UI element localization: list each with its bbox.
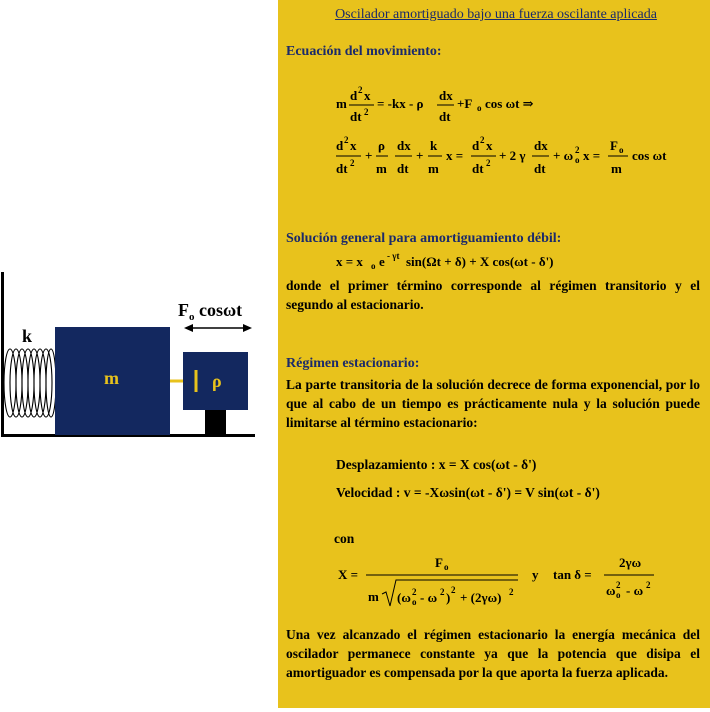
svg-text:m: m <box>368 589 379 604</box>
general-heading: Solución general para amortiguamiento débil: <box>286 231 562 246</box>
svg-text:+ 2 γ: + 2 γ <box>499 148 526 163</box>
oscillator-drawing <box>0 0 278 708</box>
mass-label: m <box>104 368 119 388</box>
force-arrow-right-head <box>243 324 252 332</box>
svg-text:o: o <box>444 562 449 572</box>
svg-text:2: 2 <box>412 587 417 597</box>
stationary-heading: Régimen estacionario: <box>286 356 420 371</box>
svg-text:o: o <box>412 597 417 607</box>
force-arrow-left-head <box>184 324 193 332</box>
general-text: donde el primer término corresponde al régimen transitorio y el segundo al estacionario. <box>286 278 700 312</box>
svg-text:2: 2 <box>364 107 369 117</box>
svg-text:2: 2 <box>616 580 621 590</box>
svg-text:y: y <box>532 567 539 582</box>
svg-text:+ ω: + ω <box>553 148 574 163</box>
svg-text:- ω: - ω <box>626 583 644 598</box>
general-solution-equation <box>336 249 636 273</box>
svg-text:(ω: (ω <box>397 590 411 605</box>
svg-text:o: o <box>371 261 376 271</box>
motion-equation <box>336 80 696 184</box>
motion-heading: Ecuación del movimiento: <box>286 44 442 59</box>
con-label: con <box>334 531 355 546</box>
svg-text:d: d <box>350 88 358 103</box>
svg-text:2γω: 2γω <box>619 555 642 570</box>
svg-text:d: d <box>336 138 344 153</box>
velocity-label: Velocidad : <box>336 485 401 500</box>
svg-text:ω: ω <box>606 583 616 598</box>
svg-text:2: 2 <box>350 158 355 168</box>
svg-text:- γt: - γt <box>387 251 400 261</box>
svg-text:+ (2γω): + (2γω) <box>460 590 502 605</box>
page-title: Oscilador amortiguado bajo una fuerza oscilante aplicada <box>335 7 657 22</box>
svg-text:x =: x = <box>583 148 601 163</box>
svg-text:ρ: ρ <box>378 138 385 153</box>
displacement-eq: x = X cos(ωt - δ') <box>438 457 537 472</box>
spring <box>4 349 56 417</box>
svg-text:X =: X = <box>338 567 359 582</box>
svg-text:e: e <box>379 254 385 269</box>
svg-text:2: 2 <box>646 580 651 590</box>
svg-text:x: x <box>486 138 493 153</box>
displacement-row <box>336 457 536 473</box>
svg-text:o: o <box>575 155 580 165</box>
svg-text:2: 2 <box>344 135 349 145</box>
spring-label: k <box>22 326 33 346</box>
explanation-panel <box>278 0 710 708</box>
svg-text:dx: dx <box>439 88 453 103</box>
svg-text:k: k <box>430 138 438 153</box>
svg-text:= -kx - ρ: = -kx - ρ <box>377 96 424 111</box>
oscillator-diagram <box>0 0 278 708</box>
svg-text:x =: x = <box>446 148 464 163</box>
svg-text:F: F <box>435 555 443 570</box>
damper-support <box>205 410 226 435</box>
svg-text:x = x: x = x <box>336 254 363 269</box>
svg-text:dx: dx <box>397 138 411 153</box>
svg-text:cos ωt: cos ωt <box>632 148 667 163</box>
svg-text:2: 2 <box>451 585 456 595</box>
velocity-row <box>336 485 600 501</box>
svg-text:2: 2 <box>575 145 580 155</box>
svg-text:x: x <box>364 88 371 103</box>
svg-text:2: 2 <box>486 158 491 168</box>
final-text: Una vez alcanzado el régimen estacionario la energía mecánica del oscilador permanece constante ya que la potencia que disipa el amortiguador es compensada por la que aporta la fuerza aplicada. <box>286 627 700 680</box>
svg-text:): ) <box>446 590 451 605</box>
svg-text:m: m <box>428 161 439 176</box>
svg-text:tan δ =: tan δ = <box>553 567 592 582</box>
svg-text:+: + <box>365 148 373 163</box>
svg-text:m: m <box>376 161 387 176</box>
svg-text:+: + <box>416 148 424 163</box>
svg-text:m: m <box>336 96 347 111</box>
svg-text:d: d <box>472 138 480 153</box>
svg-text:cos ωt ⇒: cos ωt ⇒ <box>485 96 534 111</box>
svg-text:dt: dt <box>336 161 348 176</box>
svg-text:2: 2 <box>358 85 363 95</box>
svg-text:dt: dt <box>397 161 409 176</box>
svg-text:dt: dt <box>350 109 362 124</box>
svg-text:+F: +F <box>457 96 473 111</box>
svg-text:dt: dt <box>472 161 484 176</box>
svg-text:2: 2 <box>480 135 485 145</box>
svg-text:F: F <box>610 138 618 153</box>
svg-text:o: o <box>616 590 621 600</box>
svg-text:sin(Ωt + δ) + X cos(ωt - δ'): sin(Ωt + δ) + X cos(ωt - δ') <box>406 254 554 269</box>
svg-text:dt: dt <box>439 109 451 124</box>
svg-text:2: 2 <box>509 587 514 597</box>
displacement-label: Desplazamiento : <box>336 457 436 472</box>
svg-text:dx: dx <box>534 138 548 153</box>
amplitude-phase-equation <box>336 550 706 614</box>
svg-text:o: o <box>477 103 482 113</box>
svg-text:2: 2 <box>440 587 445 597</box>
svg-text:o: o <box>619 145 624 155</box>
svg-text:dt: dt <box>534 161 546 176</box>
svg-text:x: x <box>350 138 357 153</box>
svg-text:m: m <box>611 161 622 176</box>
damper-label: ρ <box>212 371 222 391</box>
velocity-eq: v = -Xωsin(ωt - δ') = V sin(ωt - δ') <box>403 485 600 500</box>
force-label: $F_o$ cosωt <box>178 300 243 323</box>
svg-text:- ω: - ω <box>420 590 438 605</box>
stationary-text: La parte transitoria de la solución decrece de forma exponencial, por lo que al cabo de un tiempo es prácticamente nula y la solución puede limitarse al término estacionario: <box>286 377 700 430</box>
